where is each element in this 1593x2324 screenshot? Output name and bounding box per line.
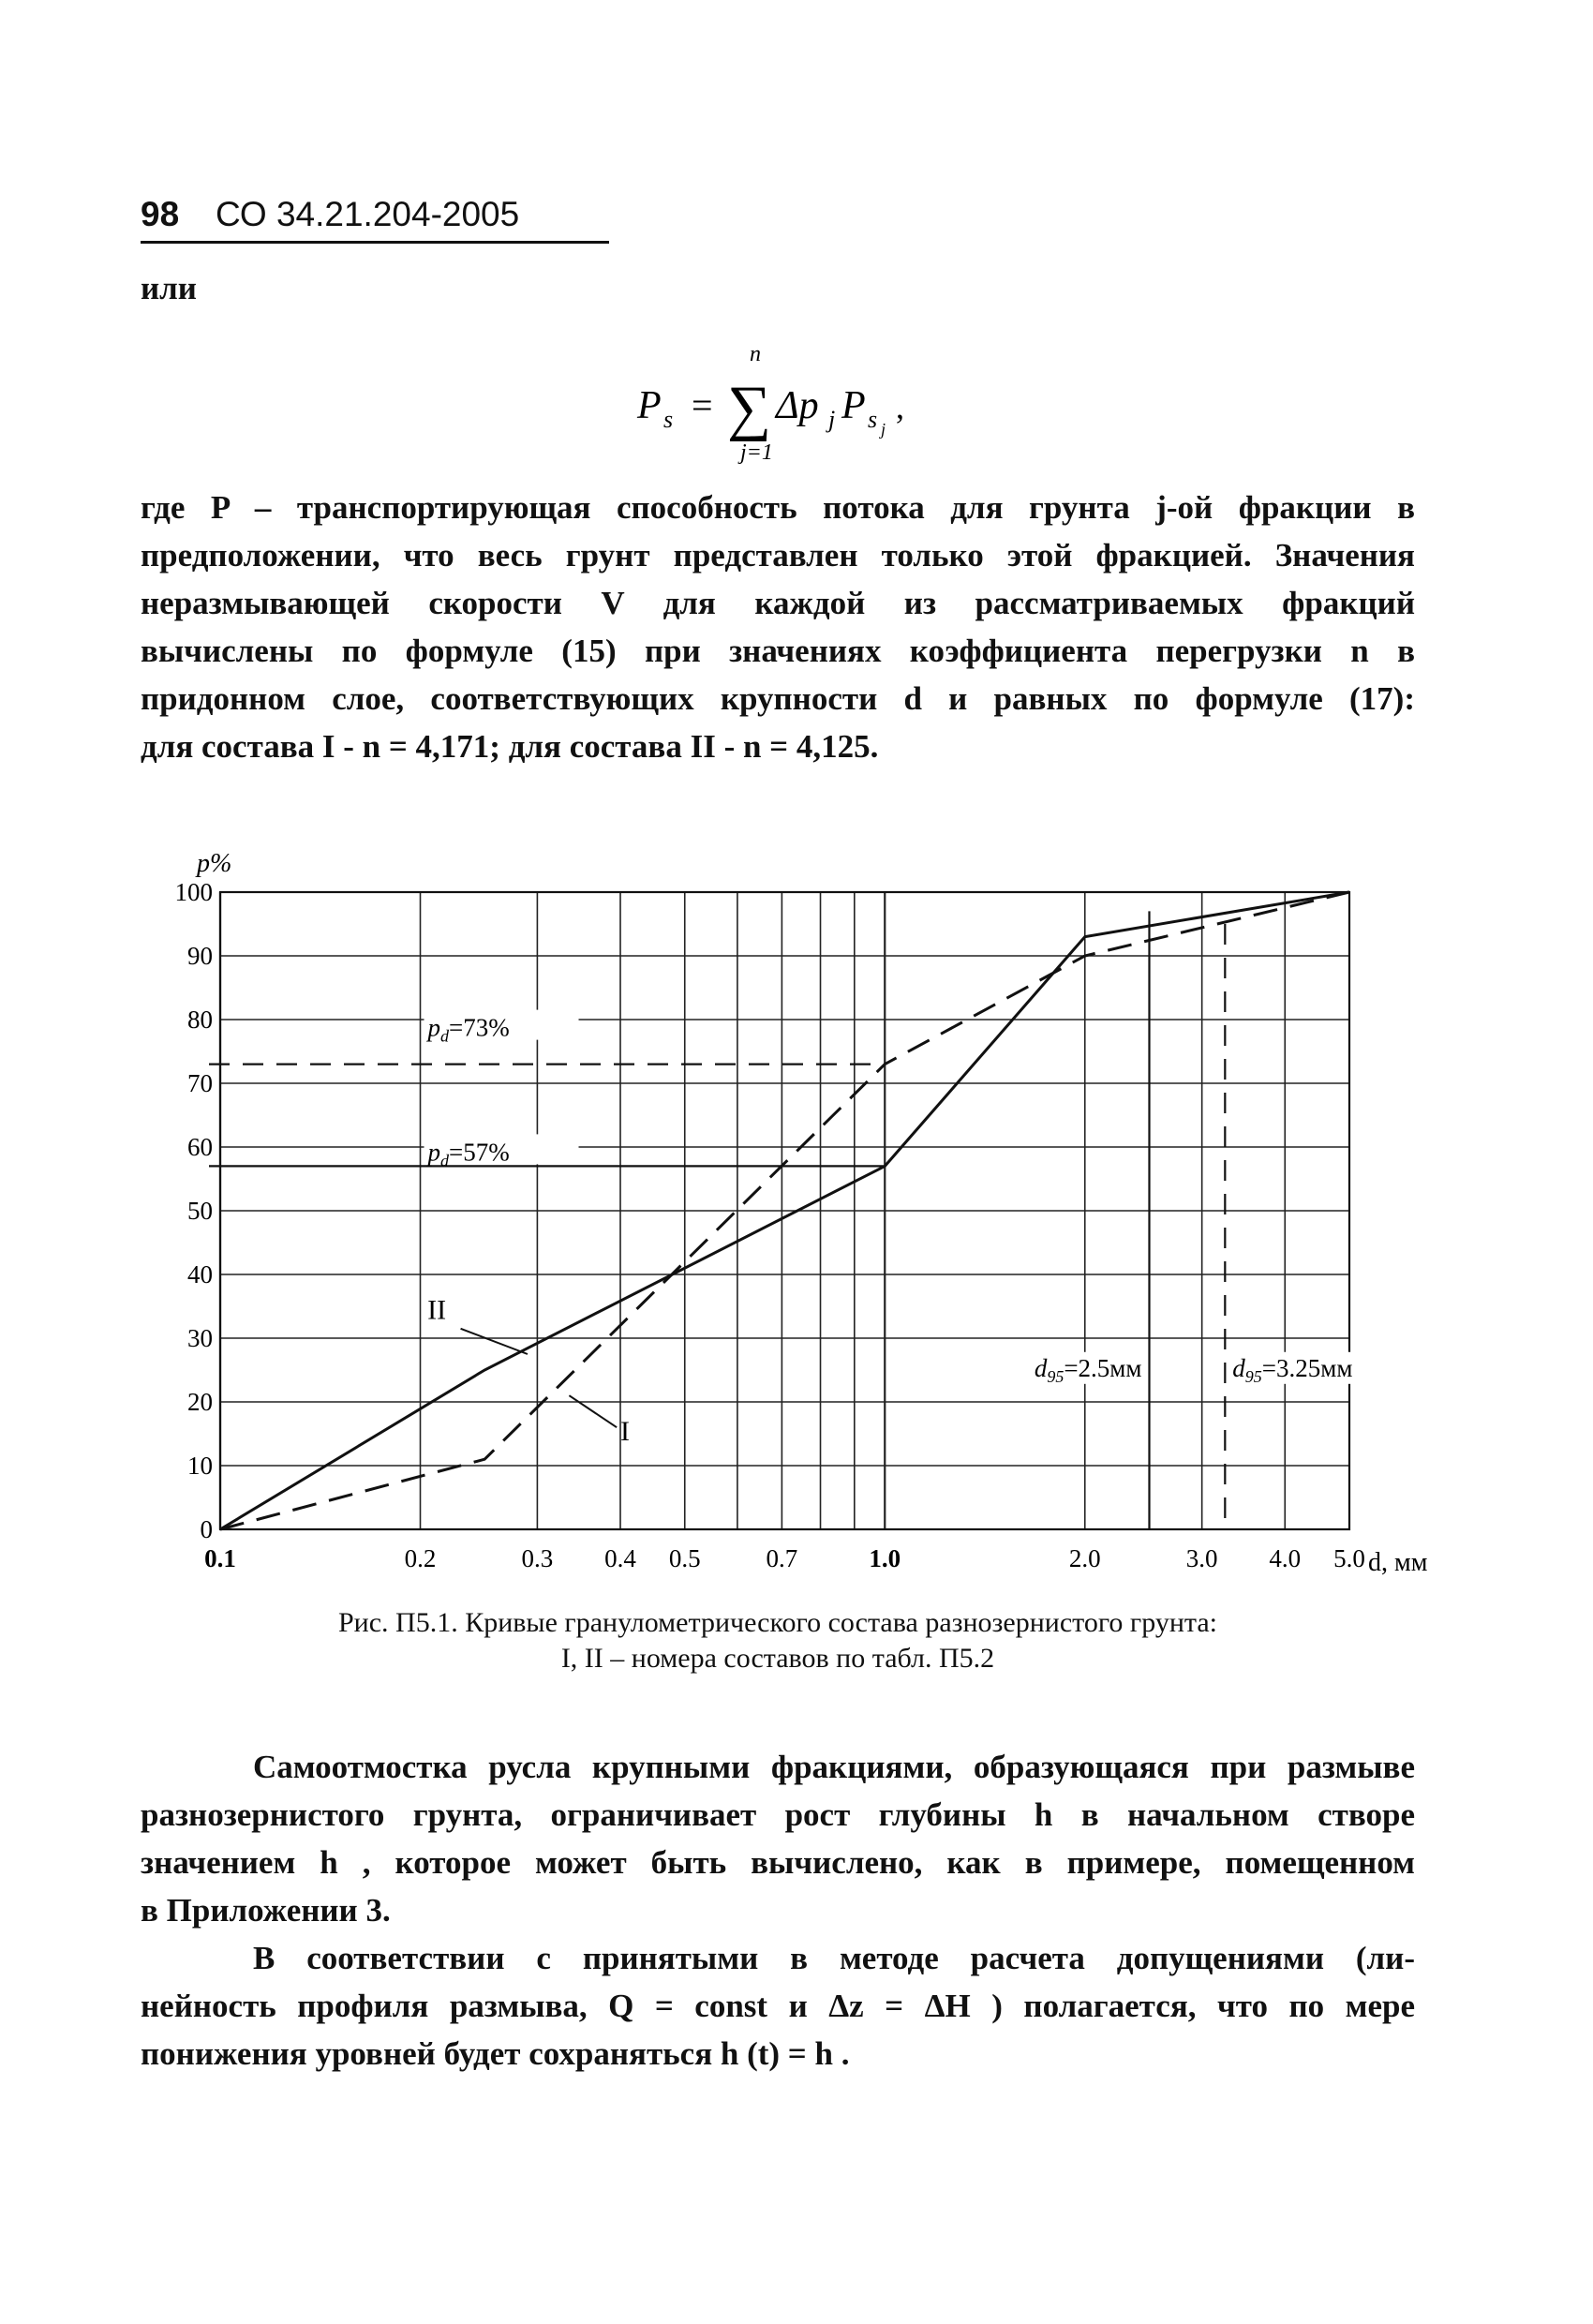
document-code: СО 34.21.204-2005 bbox=[216, 195, 520, 233]
paragraph-1-line: где P – транспортирующая способность потока для грунта j-ой фракции в bbox=[141, 489, 1415, 526]
y-tick-label: 90 bbox=[187, 942, 213, 970]
formula-term2: P bbox=[841, 384, 866, 427]
header-rule bbox=[141, 241, 609, 244]
x-tick-label: 0.5 bbox=[668, 1544, 701, 1572]
caption-line-2: I, II – номера составов по табл. П5.2 bbox=[560, 1643, 995, 1674]
figure-caption bbox=[141, 1605, 1415, 1676]
x-tick-label: 5.0 bbox=[1333, 1544, 1365, 1572]
series-leader-I bbox=[569, 1395, 617, 1427]
paragraph-2-line: разнозернистого грунта, ограничивает рост глубины h в начальном створе bbox=[141, 1796, 1415, 1833]
y-tick-label: 20 bbox=[187, 1388, 213, 1416]
formula-sum-top: n bbox=[750, 342, 761, 366]
series-label-II: II bbox=[427, 1294, 447, 1326]
formula-trail: , bbox=[896, 388, 904, 425]
chart-svg bbox=[141, 825, 1452, 1593]
paragraph-2 bbox=[141, 1743, 1415, 1934]
paragraph-2-line: в Приложении 3. bbox=[141, 1892, 391, 1929]
reference-label: $p_d=57\%$ bbox=[427, 1138, 510, 1170]
paragraph-1-line: для состава I - n = 4,171; для состава II - n = 4,125. bbox=[141, 728, 879, 765]
paragraph-2-line: Самоотмостка русла крупными фракциями, образующаяся при размыве bbox=[253, 1749, 1415, 1785]
y-axis-label: p% bbox=[197, 849, 232, 878]
x-tick-label: 0.1 bbox=[204, 1544, 236, 1572]
series-leader-II bbox=[461, 1329, 528, 1354]
y-tick-label: 70 bbox=[187, 1069, 213, 1097]
formula-term2-sub: s bbox=[868, 406, 878, 433]
paragraph-1-line: вычислены по формуле (15) при значениях коэффициента перегрузки n в bbox=[141, 633, 1415, 669]
x-tick-label: 2.0 bbox=[1068, 1544, 1101, 1572]
paragraph-1-line: предположении, что весь грунт представлен только этой фракцией. Значения bbox=[141, 537, 1415, 574]
x-tick-label: 1.0 bbox=[869, 1544, 901, 1572]
x-tick-label: 0.2 bbox=[404, 1544, 437, 1572]
x-axis-label: d, мм bbox=[1368, 1548, 1428, 1577]
paragraph-1-line: придонном слое, соответствующих крупности d и равных по формуле (17): bbox=[141, 680, 1415, 717]
x-tick-label: 3.0 bbox=[1185, 1544, 1218, 1572]
formula-lhs: P bbox=[637, 384, 662, 427]
x-tick-label: 0.4 bbox=[604, 1544, 636, 1572]
paragraph-1-line: неразмывающей скорости V для каждой из рассматриваемых фракций bbox=[141, 585, 1415, 621]
paragraph-1 bbox=[141, 484, 1415, 770]
y-tick-label: 0 bbox=[200, 1515, 213, 1543]
x-tick-label: 0.7 bbox=[766, 1544, 798, 1572]
paragraph-3-line: В соответствии с принятыми в методе расчета допущениями (ли- bbox=[253, 1940, 1415, 1976]
formula-sum-bottom: j=1 bbox=[740, 440, 773, 465]
formula-equals: = bbox=[692, 384, 713, 426]
paragraph-3-line: понижения уровней будет сохраняться h (t) = h . bbox=[141, 2035, 850, 2072]
y-tick-label: 80 bbox=[187, 1006, 213, 1034]
sigma-icon: ∑ bbox=[727, 374, 772, 442]
reference-label: $d_{95}=3.25мм$ bbox=[1232, 1353, 1353, 1386]
reference-label: $p_d=73\%$ bbox=[427, 1013, 510, 1046]
y-tick-label: 40 bbox=[187, 1260, 213, 1289]
caption-line-1: Рис. П5.1. Кривые гранулометрического состава разнозернистого грунта: bbox=[337, 1607, 1217, 1638]
page-number: 98 bbox=[141, 195, 180, 233]
y-tick-label: 10 bbox=[187, 1452, 213, 1480]
paragraph-2-line: значением h , которое может быть вычислено, как в примере, помещенном bbox=[141, 1844, 1415, 1881]
formula-lhs-sub: s bbox=[663, 406, 674, 433]
reference-label: $d_{95}=2.5мм$ bbox=[1034, 1353, 1142, 1386]
y-tick-label: 50 bbox=[187, 1197, 213, 1225]
sum-formula bbox=[609, 337, 1003, 478]
paragraph-3-line: нейность профиля размыва, Q = const и Δz = ΔH ) полагается, что по мере bbox=[141, 1988, 1415, 2024]
x-tick-label: 4.0 bbox=[1269, 1544, 1302, 1572]
series-label-I: I bbox=[620, 1415, 631, 1447]
paragraph-3 bbox=[141, 1934, 1415, 2078]
formula-term: Δp bbox=[776, 384, 819, 427]
intro-word: или bbox=[141, 270, 197, 306]
y-tick-label: 30 bbox=[187, 1324, 213, 1352]
y-tick-label: 100 bbox=[174, 878, 213, 906]
granulometric-chart bbox=[141, 825, 1452, 1598]
formula-term2-subsub: j bbox=[881, 420, 886, 439]
x-tick-label: 0.3 bbox=[521, 1544, 554, 1572]
y-tick-label: 60 bbox=[187, 1133, 213, 1161]
formula-term-sub: j bbox=[828, 406, 836, 433]
